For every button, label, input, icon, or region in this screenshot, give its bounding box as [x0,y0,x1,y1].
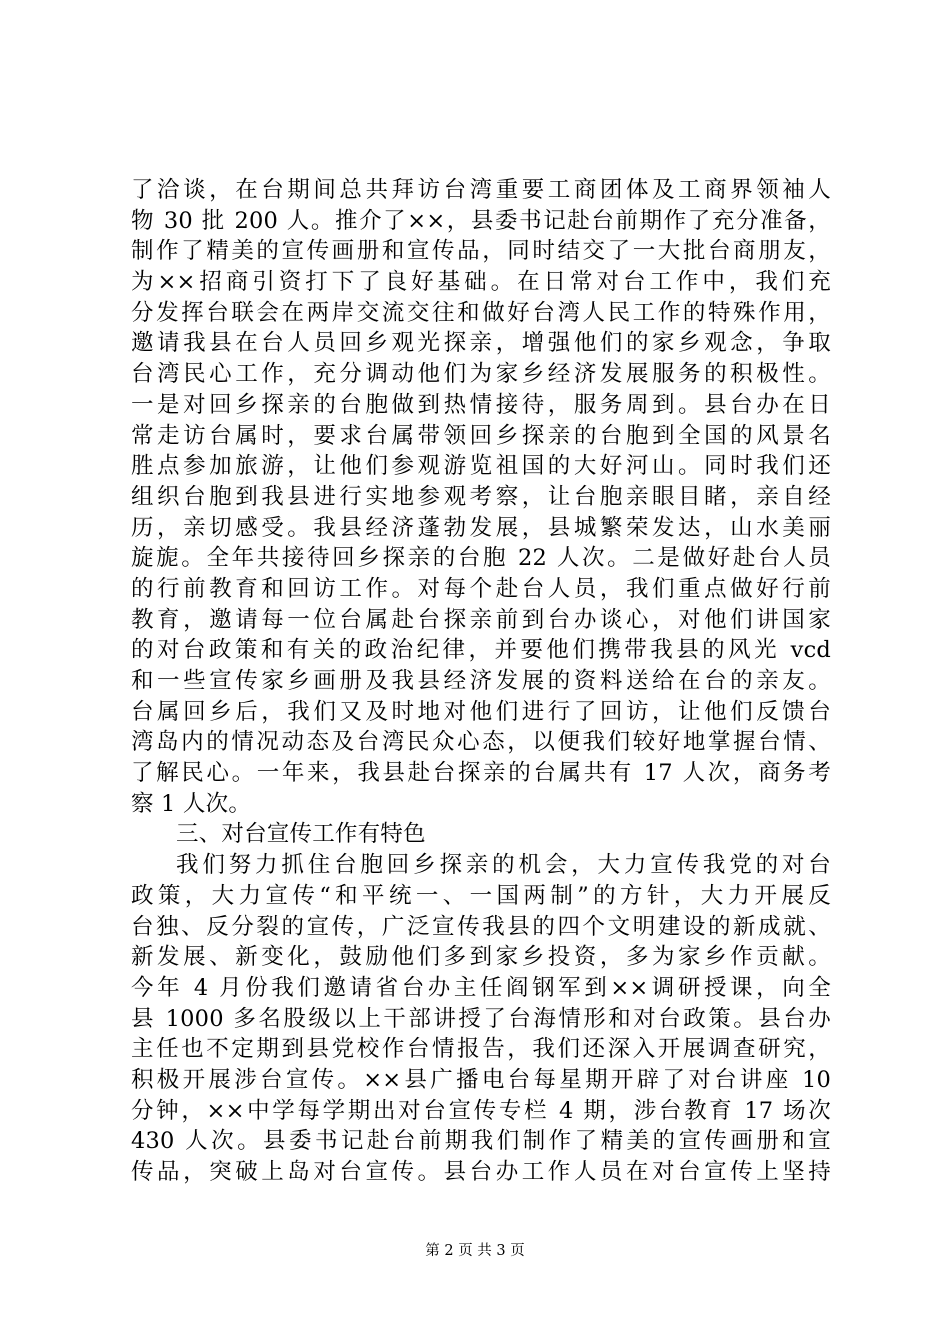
text-line: 县 1000 多名股级以上干部讲授了台海情形和对台政策。县台办 [131,1005,831,1032]
text-line: 湾岛内的情况动态及台湾民众心态，以便我们较好地掌握台情、 [131,729,831,756]
text-line: 传品，突破上岛对台宣传。县台办工作人员在对台宣传上坚持 [131,1159,831,1185]
text-line: 旋旎。全年共接待回乡探亲的台胞 22 人次。二是做好赴台人员 [131,545,831,572]
text-line: 我们努力抓住台胞回乡探亲的机会，大力宣传我党的对台 [176,852,831,879]
text-line: 430 人次。县委书记赴台前期我们制作了精美的宣传画册和宣 [131,1128,831,1155]
text-line: 政策，大力宣传“和平统一、一国两制”的方针，大力开展反 [131,882,831,909]
text-line: 邀请我县在台人员回乡观光探亲，增强他们的家乡观念，争取 [131,330,831,357]
text-line: 台属回乡后，我们又及时地对他们进行了回访，让他们反馈台 [131,698,831,725]
text-line: 为××招商引资打下了良好基础。在日常对台工作中，我们充 [131,269,831,296]
text-line: 物 30 批 200 人。推介了××，县委书记赴台前期作了充分准备， [131,207,831,234]
page-number: 第 2 页 共 3 页 [425,1243,525,1259]
text-line: 了洽谈，在台期间总共拜访台湾重要工商团体及工商界领袖人 [131,177,831,203]
text-line: 台独、反分裂的宣传，广泛宣传我县的四个文明建设的新成就、 [131,913,831,940]
text-line: 积极开展涉台宣传。××县广播电台每星期开辟了对台讲座 10 [131,1066,831,1093]
text-line: 今年 4 月份我们邀请省台办主任阎钢军到××调研授课，向全 [131,974,831,1001]
text-line: 分发挥台联会在两岸交流交往和做好台湾人民工作的特殊作用， [131,299,831,326]
text-line: 台湾民心工作，充分调动他们为家乡经济发展服务的积极性。 [131,361,831,388]
document-body [131,175,831,1188]
text-line: 的对台政策和有关的政治纪律，并要他们携带我县的风光 vcd [131,637,831,664]
text-line: 历，亲切感受。我县经济蓬勃发展，县城繁荣发达，山水美丽 [131,514,831,541]
section-heading: 三、对台宣传工作有特色 [176,821,426,848]
text-line: 胜点参加旅游，让他们参观游览祖国的大好河山。同时我们还 [131,453,831,480]
text-line: 了解民心。一年来，我县赴台探亲的台属共有 17 人次，商务考 [131,760,831,787]
text-line: 常走访台属时，要求台属带领回乡探亲的台胞到全国的风景名 [131,422,831,449]
text-line: 新发展、新变化，鼓励他们多到家乡投资，多为家乡作贡献。 [131,944,831,971]
text-line: 一是对回乡探亲的台胞做到热情接待，服务周到。县台办在日 [131,391,831,418]
text-line: 察 1 人次。 [131,790,252,817]
text-line: 和一些宣传家乡画册及我县经济发展的资料送给在台的亲友。 [131,668,831,694]
text-line: 制作了精美的宣传画册和宣传品，同时结交了一大批台商朋友， [131,238,831,265]
text-line: 组织台胞到我县进行实地参观考察，让台胞亲眼目睹，亲自经 [131,483,831,510]
text-line: 分钟，××中学每学期出对台宣传专栏 4 期，涉台教育 17 场次 [131,1097,831,1124]
page-footer [0,1241,950,1261]
text-line: 教育，邀请每一位台属赴台探亲前到台办谈心，对他们讲国家 [131,606,831,633]
text-line: 的行前教育和回访工作。对每个赴台人员，我们重点做好行前 [131,575,831,602]
text-line: 主任也不定期到县党校作台情报告，我们还深入开展调查研究， [131,1036,831,1063]
